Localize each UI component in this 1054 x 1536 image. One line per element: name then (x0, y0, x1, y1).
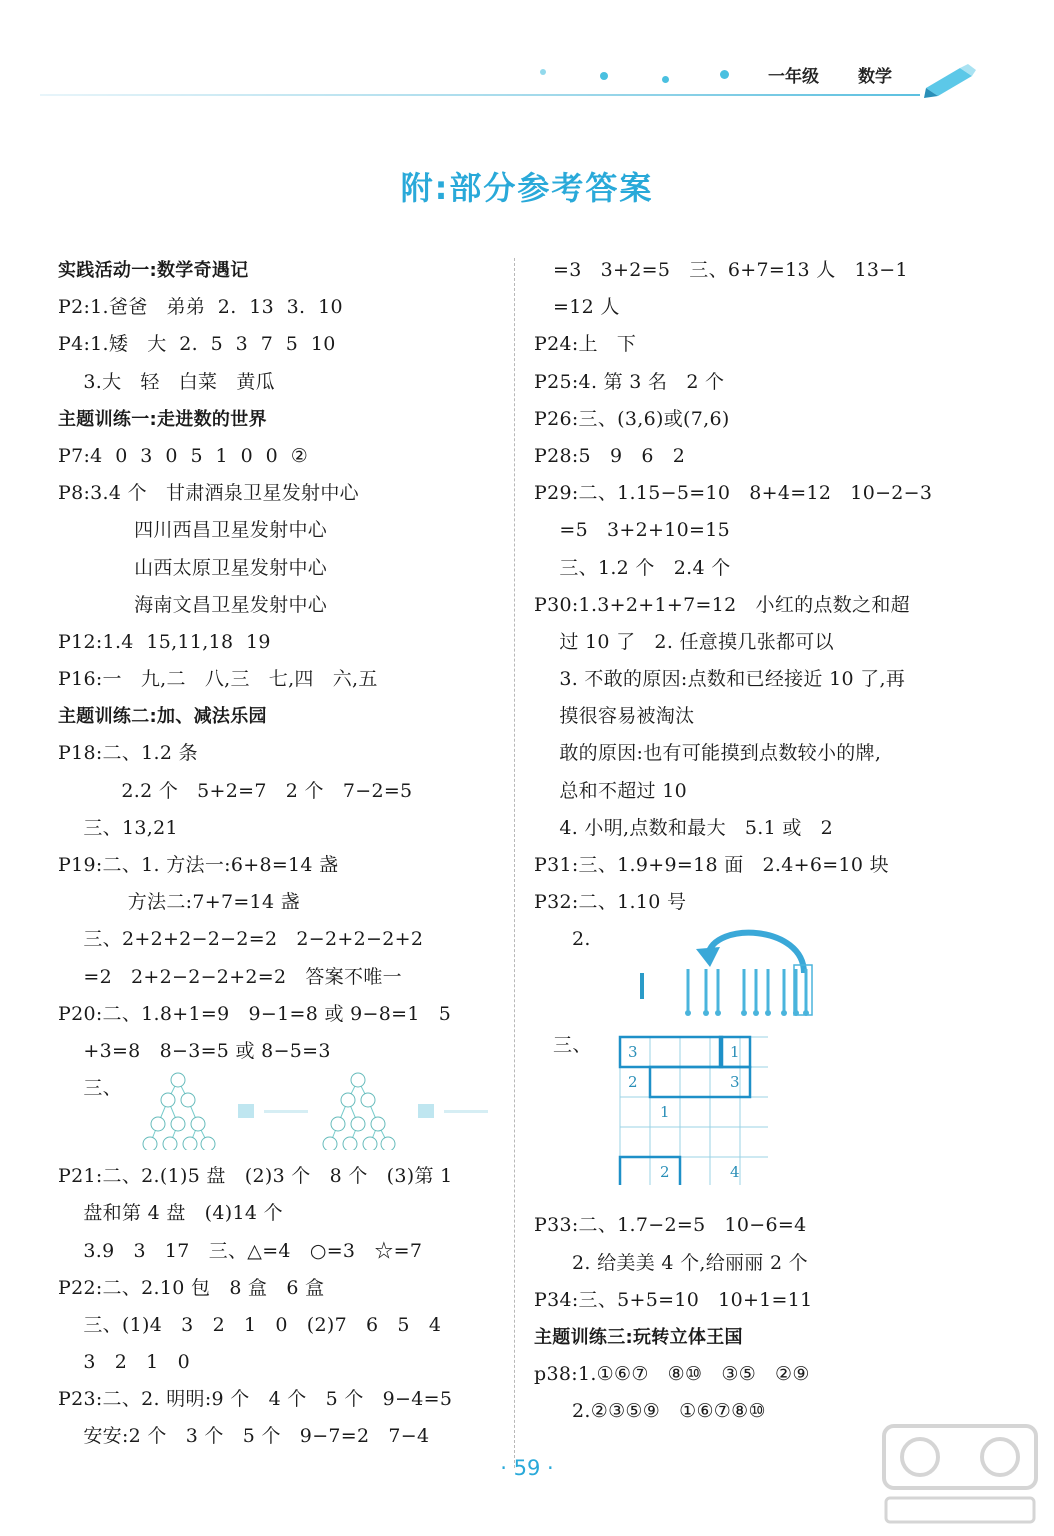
header-dot (662, 76, 669, 83)
answer-line: P30:1.3+2+1+7=12 小红的点数之和超 (534, 593, 910, 616)
answer-line: 2. 给美美 4 个,给丽丽 2 个 (534, 1251, 808, 1274)
answer-line: 2.2 个 5+2=7 2 个 7−2=5 (58, 779, 413, 802)
answer-line (58, 1070, 508, 1158)
header-dot (720, 70, 729, 79)
answer-line: P24:上 下 (534, 333, 637, 356)
answer-line: =2 2+2−2−2+2=2 答案不唯一 (58, 965, 402, 988)
answer-line: 过 10 了 2. 任意摸几张都可以 (534, 630, 834, 653)
answer-line: p38:1.①⑥⑦ ⑧⑩ ③⑤ ②⑨ (534, 1363, 810, 1386)
answer-line: P16:一 九,二 八,三 七,四 六,五 (58, 668, 378, 691)
left-column (58, 252, 508, 1456)
number-tree-figure (318, 1070, 508, 1150)
answer-line: 摸很容易被淘汰 (534, 705, 695, 728)
answer-line: 安安:2 个 3 个 5 个 9−7=2 7−4 (58, 1425, 430, 1448)
answer-line: P25:4. 第 3 名 2 个 (534, 370, 725, 393)
watermark-logo (880, 1418, 1040, 1528)
answer-line: P33:二、1.7−2=5 10−6=4 (534, 1214, 807, 1237)
pencil-icon (920, 58, 976, 100)
answer-line: 3.大 轻 白菜 黄瓜 (58, 370, 275, 393)
number-tree-figure (138, 1070, 328, 1150)
answer-line: 海南文昌卫星发射中心 (58, 593, 328, 616)
grid-number: 4 (730, 1163, 740, 1182)
grid-number: 1 (660, 1103, 670, 1122)
answer-line: P32:二、1.10 号 (534, 891, 687, 914)
grid-number: 3 (628, 1043, 638, 1062)
answer-line: P7:4 0 3 0 5 1 0 0 ② (58, 444, 309, 467)
answer-line: 四川西昌卫星发射中心 (58, 519, 328, 542)
header-subject: 数学 (858, 67, 892, 87)
answer-line (534, 1027, 1014, 1207)
grid-number: 1 (730, 1043, 740, 1062)
header-dot (540, 69, 546, 75)
answer-line: 3. 不敢的原因:点数和已经接近 10 了,再 (534, 668, 906, 691)
page-title: 附:部分参考答案 (400, 169, 654, 207)
answer-line: P19:二、1. 方法一:6+8=14 盏 (58, 854, 339, 876)
answer-line: 敢的原因:也有可能摸到点数较小的牌, (534, 742, 882, 765)
answer-line: P26:三、(3,6)或(7,6) (534, 407, 730, 430)
answer-line: P34:三、5+5=10 10+1=11 (534, 1288, 813, 1311)
figure-label: 三、 (534, 1034, 592, 1057)
section-heading: 主题训练一:走进数的世界 (58, 408, 267, 430)
answer-line: 三、2+2+2−2−2=2 2−2+2−2+2 (58, 928, 424, 951)
column-divider (514, 258, 515, 1468)
counting-sticks-figure (634, 925, 864, 1021)
answer-line: =3 3+2=5 三、6+7=13 人 13−1 (534, 259, 908, 281)
answer-line: 2.②③⑤⑨ ①⑥⑦⑧⑩ (534, 1400, 766, 1423)
right-column (534, 252, 1014, 1431)
number-grid-figure (618, 1035, 768, 1185)
answer-line (534, 921, 1014, 1027)
answer-line: P4:1.矮 大 2. 5 3 7 5 10 (58, 333, 336, 356)
section-heading: 主题训练二:加、减法乐园 (58, 706, 267, 728)
answer-line: 三、(1)4 3 2 1 0 (2)7 6 5 4 (58, 1313, 442, 1336)
answer-line: P28:5 9 6 2 (534, 444, 686, 467)
answer-line: P12:1.4 15,11,18 19 (58, 630, 271, 653)
answer-line: P8:3.4 个 甘肃酒泉卫星发射中心 (58, 482, 359, 505)
answer-line: 三、1.2 个 2.4 个 (534, 556, 731, 579)
answer-line: P23:二、2. 明明:9 个 4 个 5 个 9−4=5 (58, 1388, 453, 1411)
grid-number: 2 (660, 1163, 670, 1182)
section-heading: 主题训练三:玩转立体王国 (534, 1326, 743, 1348)
answer-line: 3 2 1 0 (58, 1351, 190, 1374)
header-grade: 一年级 (768, 67, 819, 87)
header-rule (40, 94, 920, 96)
answer-line: P31:三、1.9+9=18 面 2.4+6=10 块 (534, 854, 889, 876)
answer-line: 盘和第 4 盘 (4)14 个 (58, 1202, 283, 1225)
answer-line: P18:二、1.2 条 (58, 742, 198, 765)
figure-label: 2. (534, 928, 591, 951)
page-number: · 59 · (500, 1456, 554, 1480)
answer-line: P21:二、2.(1)5 盘 (2)3 个 8 个 (3)第 1 (58, 1165, 453, 1188)
answer-line: =12 人 (534, 296, 620, 319)
header-dot (600, 72, 608, 80)
answer-line: 方法二:7+7=14 盏 (58, 891, 300, 914)
answer-line: P29:二、1.15−5=10 8+4=12 10−2−3 (534, 482, 933, 505)
answer-line: 总和不超过 10 (534, 779, 687, 802)
answer-line: 山西太原卫星发射中心 (58, 556, 328, 579)
figure-label: 三、 (58, 1077, 122, 1100)
answer-line: =5 3+2+10=15 (534, 519, 730, 542)
answer-line: 三、13,21 (58, 816, 178, 839)
grid-number: 3 (730, 1073, 740, 1092)
answer-line: P20:二、1.8+1=9 9−1=8 或 9−8=1 5 (58, 1002, 452, 1025)
answer-line: 4. 小明,点数和最大 5.1 或 2 (534, 816, 834, 839)
section-heading: 实践活动一:数学奇遇记 (58, 260, 249, 281)
answer-line: +3=8 8−3=5 或 8−5=3 (58, 1039, 331, 1062)
answer-line: P2:1.爸爸 弟弟 2. 13 3. 10 (58, 296, 343, 319)
answer-line: P22:二、2.10 包 8 盒 6 盒 (58, 1276, 325, 1299)
answer-line: 3.9 3 17 三、△=4 ○=3 ☆=7 (58, 1239, 423, 1262)
grid-number: 2 (628, 1073, 638, 1092)
